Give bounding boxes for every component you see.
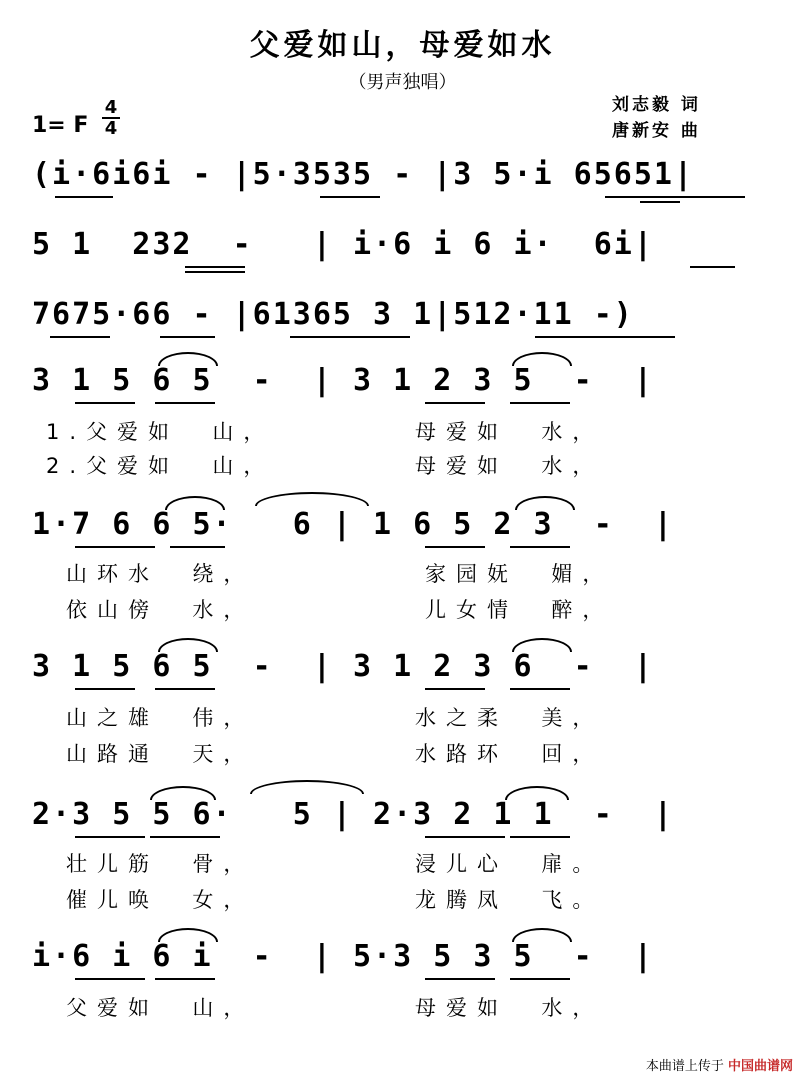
underline xyxy=(75,978,145,980)
underline xyxy=(510,836,570,838)
underline xyxy=(425,836,505,838)
footer-source xyxy=(646,1055,793,1074)
time-signature-top: 4 xyxy=(104,97,118,118)
notation-row-8: i·6 i 6 i - | 5·3 5 3 5 - | xyxy=(32,939,654,974)
lyricist-credit: 刘志毅 词 xyxy=(612,95,701,115)
underline xyxy=(425,688,485,690)
underline xyxy=(640,201,680,203)
lyric-5-1-right: 家园妩 媚， xyxy=(425,562,614,586)
underline xyxy=(510,402,570,404)
notation-row-4: 3 1 5 6 5 - | 3 1 2 3 5 - | xyxy=(32,363,654,398)
underline xyxy=(50,336,110,338)
lyric-7-2-left: 催儿唤 女， xyxy=(66,888,255,912)
lyric-8-1-right: 母爱如 水， xyxy=(415,996,604,1020)
underline xyxy=(55,196,113,198)
song-title: 父爱如山，母爱如水 xyxy=(249,28,556,63)
underline xyxy=(75,402,135,404)
lyric-4-2-right: 母爱如 水， xyxy=(415,454,604,478)
underline xyxy=(425,546,485,548)
underline xyxy=(150,836,220,838)
underline xyxy=(75,836,145,838)
key-signature: 1= F xyxy=(32,113,89,138)
underline xyxy=(690,266,735,268)
underline xyxy=(75,546,155,548)
notation-row-1: (i·6i6i - |5·3535 - |3 5·i 65651| xyxy=(32,157,695,192)
notation-row-2: 5 1 232 - | i·6 i 6 i· 6i| xyxy=(32,227,654,262)
underline xyxy=(155,688,215,690)
underline xyxy=(185,266,245,268)
underline xyxy=(290,336,410,338)
lyric-7-1-left: 壮儿筋 骨， xyxy=(66,852,255,876)
notation-row-5: 1·7 6 6 5· 6 | 1 6 5 2 3 - | xyxy=(32,507,674,542)
lyric-5-1-left: 山环水 绕， xyxy=(66,562,255,586)
underline xyxy=(425,402,485,404)
footer-brand: 中国曲谱网 xyxy=(727,1059,793,1074)
time-signature-bottom: 4 xyxy=(104,118,118,139)
composer-credit: 唐新安 曲 xyxy=(612,121,701,141)
underline xyxy=(510,688,570,690)
underline xyxy=(320,196,380,198)
lyric-4-1-right: 母爱如 水， xyxy=(415,420,604,444)
lyric-6-2-left: 山路通 天， xyxy=(66,742,255,766)
underline xyxy=(185,271,245,273)
underline xyxy=(425,978,495,980)
lyric-7-1-right: 浸儿心 扉。 xyxy=(415,852,604,876)
lyric-8-1-left: 父爱如 山， xyxy=(66,996,255,1020)
underline xyxy=(605,196,745,198)
footer-text: 本曲谱上传于 xyxy=(645,1059,724,1074)
lyric-5-2-left: 依山傍 水， xyxy=(66,598,255,622)
lyric-4-1-left: 1.父爱如 山， xyxy=(46,420,275,444)
underline xyxy=(535,336,675,338)
underline xyxy=(160,336,215,338)
notation-row-7: 2·3 5 5 6· 5 | 2·3 2 1 1 - | xyxy=(32,797,674,832)
underline xyxy=(155,978,215,980)
lyric-7-2-right: 龙腾凤 飞。 xyxy=(415,888,604,912)
lyric-6-1-left: 山之雄 伟， xyxy=(66,706,255,730)
lyric-6-1-right: 水之柔 美， xyxy=(415,706,604,730)
underline xyxy=(75,688,135,690)
lyric-4-2-left: 2.父爱如 山， xyxy=(46,454,275,478)
underline xyxy=(510,546,570,548)
underline xyxy=(510,978,570,980)
lyric-6-2-right: 水路环 回， xyxy=(415,742,604,766)
notation-row-6: 3 1 5 6 5 - | 3 1 2 3 6 - | xyxy=(32,649,654,684)
song-subtitle: （男声独唱） xyxy=(348,72,457,93)
lyric-5-2-right: 儿女情 醉， xyxy=(425,598,614,622)
underline xyxy=(170,546,225,548)
notation-row-3: 7675·66 - |61365 3 1|512·11 -) xyxy=(32,297,634,332)
underline xyxy=(155,402,215,404)
time-signature xyxy=(100,98,122,138)
